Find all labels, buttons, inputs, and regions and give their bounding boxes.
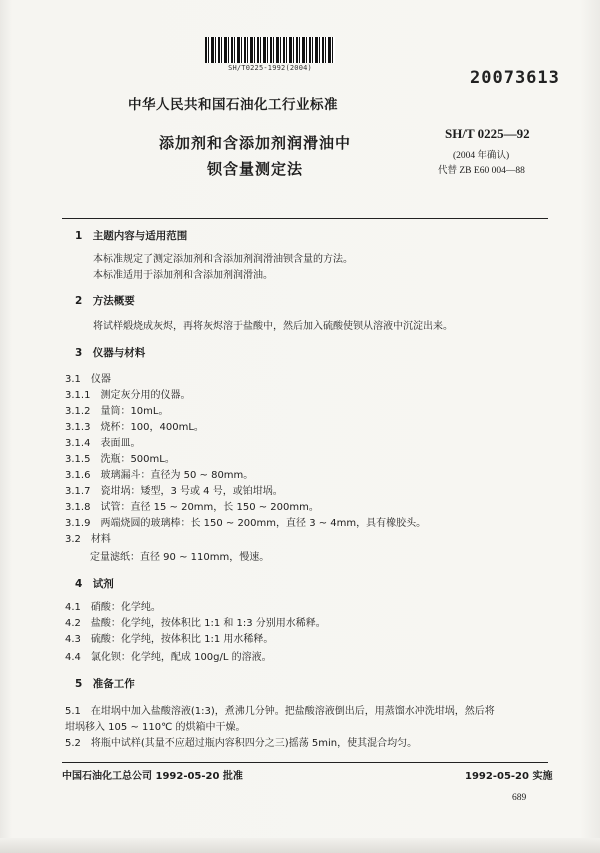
clause-3-1-7: 3.1.7 瓷坩埚：矮型，3 号或 4 号，或铂坩埚。 bbox=[65, 486, 283, 497]
clause-3-2-paragraph: 定量滤纸：直径 90 ~ 110mm，慢速。 bbox=[90, 552, 270, 563]
clause-4-2: 4.2 盐酸：化学纯，按体积比 1:1 和 1:3 分别用水稀释。 bbox=[65, 618, 326, 629]
effective-date: 1992-05-20 实施 bbox=[465, 771, 553, 782]
clause-5-1-line-1: 5.1 在坩埚中加入盐酸溶液(1:3)，煮沸几分钟。把盐酸溶液倒出后，用蒸馏水冲洗坩埚，然后将 bbox=[65, 706, 495, 717]
clause-4-1: 4.1 硝酸：化学纯。 bbox=[65, 602, 161, 613]
clause-5-2: 5.2 将瓶中试样(其量不应超过瓶内容积四分之三)摇荡 5min，使其混合均匀。 bbox=[65, 738, 418, 749]
scan-edge-shadow bbox=[0, 838, 600, 853]
section-3-heading: 3 仪器与材料 bbox=[75, 347, 146, 359]
reconfirmation-note: (2004 年确认) bbox=[453, 151, 510, 161]
barcode bbox=[205, 37, 335, 63]
clause-5-1-line-2: 坩埚移入 105 ~ 110℃ 的烘箱中干燥。 bbox=[65, 722, 246, 733]
section-2-heading: 2 方法概要 bbox=[75, 295, 135, 307]
document-title bbox=[150, 130, 360, 182]
section-1-heading: 1 主题内容与适用范围 bbox=[75, 230, 188, 242]
archive-stamp-number: 20073613 bbox=[470, 68, 560, 88]
clause-3-1-1: 3.1.1 测定灰分用的仪器。 bbox=[65, 390, 191, 401]
clause-3-1-3: 3.1.3 烧杯：100，400mL。 bbox=[65, 422, 204, 433]
clause-3-1-6: 3.1.6 玻璃漏斗：直径为 50 ~ 80mm。 bbox=[65, 470, 254, 481]
section-4-heading: 4 试剂 bbox=[75, 578, 114, 590]
barcode-caption: SH/T0225-1992(2004) bbox=[228, 64, 312, 72]
title-line-1: 添加剂和含添加剂润滑油中 bbox=[158, 134, 351, 152]
clause-3-1-5: 3.1.5 洗瓶：500mL。 bbox=[65, 454, 175, 465]
clause-3-1-9: 3.1.9 两端烧圆的玻璃棒：长 150 ~ 200mm，直径 3 ~ 4mm，具有橡胶头。 bbox=[65, 518, 427, 529]
title-line-2: 钡含量测定法 bbox=[206, 160, 303, 178]
clause-3-1: 3.1 仪器 bbox=[65, 374, 111, 385]
header-divider bbox=[62, 218, 548, 219]
replaces-note: 代替 ZB E60 004—88 bbox=[438, 166, 525, 176]
section-1-paragraph-2: 本标准适用于添加剂和含添加剂润滑油。 bbox=[93, 270, 273, 281]
section-5-heading: 5 准备工作 bbox=[75, 678, 135, 690]
clause-3-1-2: 3.1.2 量筒：10mL。 bbox=[65, 406, 169, 417]
clause-3-2: 3.2 材料 bbox=[65, 534, 111, 545]
section-2-paragraph: 将试样煅烧成灰烬，再将灰烬溶于盐酸中，然后加入硫酸使钡从溶液中沉淀出来。 bbox=[93, 321, 453, 332]
clause-3-1-4: 3.1.4 表面皿。 bbox=[65, 438, 141, 449]
section-1-paragraph-1: 本标准规定了测定添加剂和含添加剂润滑油钡含量的方法。 bbox=[93, 254, 353, 265]
standard-code: SH/T 0225—92 bbox=[445, 126, 530, 141]
approval-line: 中国石油化工总公司 1992-05-20 批准 bbox=[62, 771, 243, 782]
clause-4-4: 4.4 氯化钡：化学纯，配成 100g/L 的溶液。 bbox=[65, 652, 272, 663]
clause-4-3: 4.3 硫酸：化学纯，按体积比 1:1 用水稀释。 bbox=[65, 634, 274, 645]
footer-divider bbox=[62, 762, 548, 763]
page-number: 689 bbox=[512, 793, 527, 803]
issuing-authority: 中华人民共和国石油化工行业标准 bbox=[128, 97, 338, 113]
clause-3-1-8: 3.1.8 试管：直径 15 ~ 20mm，长 150 ~ 200mm。 bbox=[65, 502, 319, 513]
